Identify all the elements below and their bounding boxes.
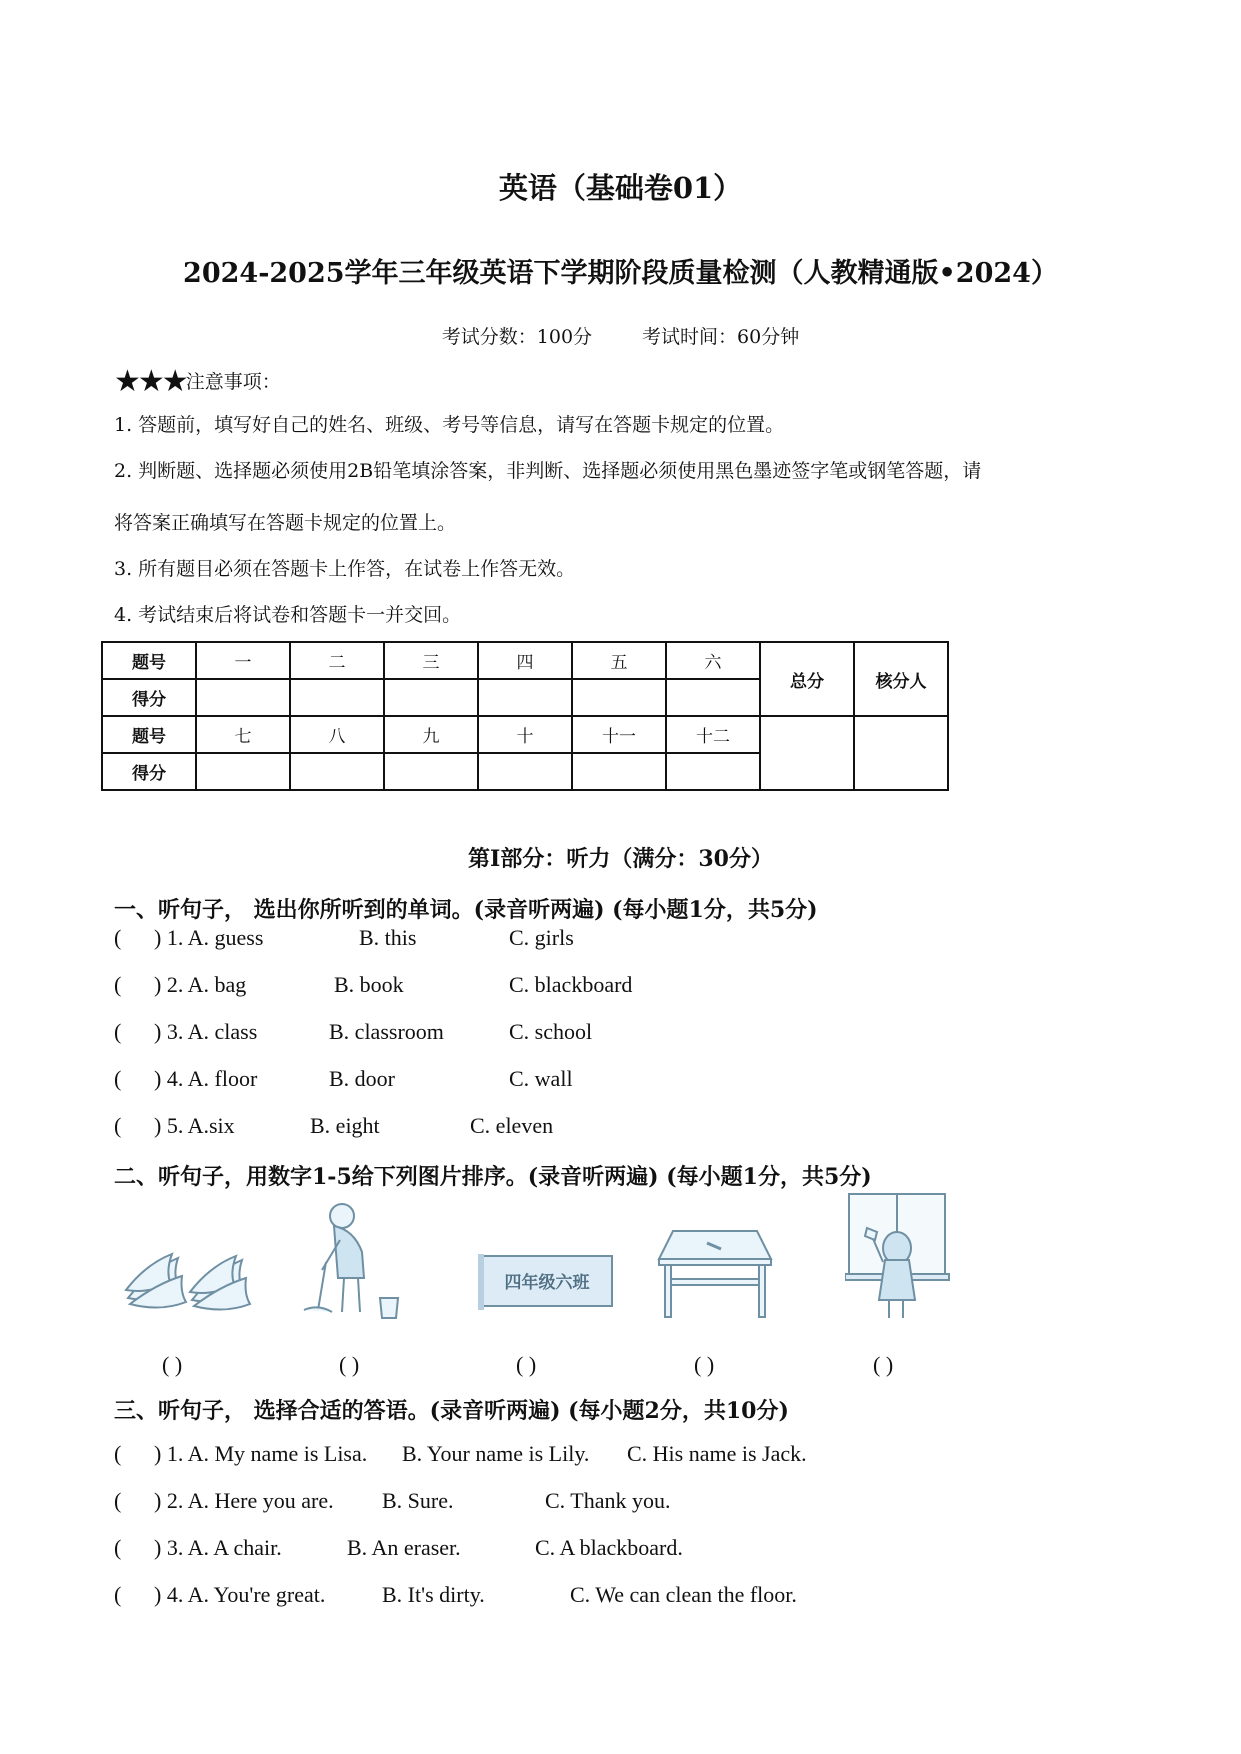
notice-heading — [114, 364, 281, 399]
question-title: 三、听句子， 选择合适的答语。(录音听两遍) (每小题2分，共10分) — [114, 1398, 789, 1424]
exam-info — [0, 322, 1241, 349]
score-cell[interactable] — [666, 753, 760, 790]
score-cell[interactable] — [290, 753, 384, 790]
col-header: 一 — [196, 642, 290, 679]
score-cell[interactable] — [572, 753, 666, 790]
question-item: ( ) 1. A. guess B. this C. girls — [114, 925, 574, 950]
section-title: 第Ⅰ部分：听力（满分：30分） — [468, 846, 773, 872]
col-header: 七 — [196, 716, 290, 753]
checker-header: 核分人 — [854, 642, 948, 716]
desk-picture — [655, 1225, 775, 1320]
page-title: 英语（基础卷01） — [498, 171, 743, 205]
question-item: ( ) 5. A.six B. eight C. eleven — [114, 1113, 554, 1138]
score-cell[interactable] — [290, 679, 384, 716]
question-item: ( ) 3. A. class B. classroom C. school — [114, 1019, 593, 1044]
row-label: 题号 — [102, 716, 196, 753]
score-cell[interactable] — [196, 679, 290, 716]
question-title: 二、听句子，用数字1-5给下列图片排序。(录音听两遍) (每小题1分，共5分) — [114, 1164, 872, 1190]
star-icon: ★★★ — [114, 364, 186, 399]
total-header: 总分 — [760, 642, 854, 716]
notice-item: 2. 判断题、选择题必须使用2B铅笔填涂答案，非判断、选择题必须使用黑色墨迹签字笔或钢笔答题，请 — [114, 460, 982, 482]
bananas-picture — [120, 1240, 260, 1320]
score-info: 考试分数：100分 — [441, 326, 593, 348]
answer-bracket[interactable]: ( ) — [873, 1352, 894, 1377]
class-sign-text: 四年级六班 — [504, 1273, 590, 1293]
question-item: ( ) 2. A. Here you are. B. Sure. C. Thank you. — [114, 1488, 671, 1513]
answer-bracket[interactable]: ( ) — [162, 1352, 183, 1377]
row-label: 得分 — [102, 679, 196, 716]
notice-item: 3. 所有题目必须在答题卡上作答，在试卷上作答无效。 — [114, 558, 576, 580]
question-item: ( ) 3. A. A chair. B. An eraser. C. A blackboard. — [114, 1535, 683, 1560]
question-item: ( ) 4. A. You're great. B. It's dirty. C. We can clean the floor. — [114, 1582, 797, 1607]
question-item: ( ) 4. A. floor B. door C. wall — [114, 1066, 573, 1091]
notice-label: 注意事项： — [185, 371, 281, 393]
score-cell[interactable] — [384, 753, 478, 790]
girl-cleaning-window-picture — [845, 1190, 950, 1325]
score-cell[interactable] — [384, 679, 478, 716]
question-title: 一、听句子， 选出你所听到的单词。(录音听两遍) (每小题1分，共5分) — [114, 897, 818, 923]
question-item: ( ) 2. A. bag B. book C. blackboard — [114, 972, 633, 997]
total-cell[interactable] — [760, 716, 854, 790]
score-cell[interactable] — [478, 679, 572, 716]
score-cell[interactable] — [572, 679, 666, 716]
col-header: 九 — [384, 716, 478, 753]
notice-item: 1. 答题前，填写好自己的姓名、班级、考号等信息，请写在答题卡规定的位置。 — [114, 414, 785, 436]
row-label: 得分 — [102, 753, 196, 790]
col-header: 二 — [290, 642, 384, 679]
answer-bracket[interactable]: ( ) — [516, 1352, 537, 1377]
col-header: 十一 — [572, 716, 666, 753]
notice-item: 将答案正确填写在答题卡规定的位置上。 — [114, 512, 457, 534]
question-item: ( ) 1. A. My name is Lisa. B. Your name is Lily. C. His name is Jack. — [114, 1441, 807, 1466]
col-header: 五 — [572, 642, 666, 679]
score-cell[interactable] — [478, 753, 572, 790]
class-sign-picture — [478, 1250, 616, 1312]
col-header: 三 — [384, 642, 478, 679]
col-header: 十 — [478, 716, 572, 753]
col-header: 四 — [478, 642, 572, 679]
col-header: 六 — [666, 642, 760, 679]
score-cell[interactable] — [196, 753, 290, 790]
col-header: 八 — [290, 716, 384, 753]
notice-item: 4. 考试结束后将试卷和答题卡一并交回。 — [114, 604, 462, 626]
exam-subtitle: 2024-2025学年三年级英语下学期阶段质量检测（人教精通版•2024） — [183, 258, 1058, 289]
col-header: 十二 — [666, 716, 760, 753]
girl-mopping-picture — [300, 1200, 410, 1325]
row-label: 题号 — [102, 642, 196, 679]
checker-cell[interactable] — [854, 716, 948, 790]
time-info: 考试时间：60分钟 — [642, 326, 800, 348]
score-cell[interactable] — [666, 679, 760, 716]
answer-bracket[interactable]: ( ) — [339, 1352, 360, 1377]
score-table — [101, 641, 949, 791]
answer-bracket[interactable]: ( ) — [694, 1352, 715, 1377]
